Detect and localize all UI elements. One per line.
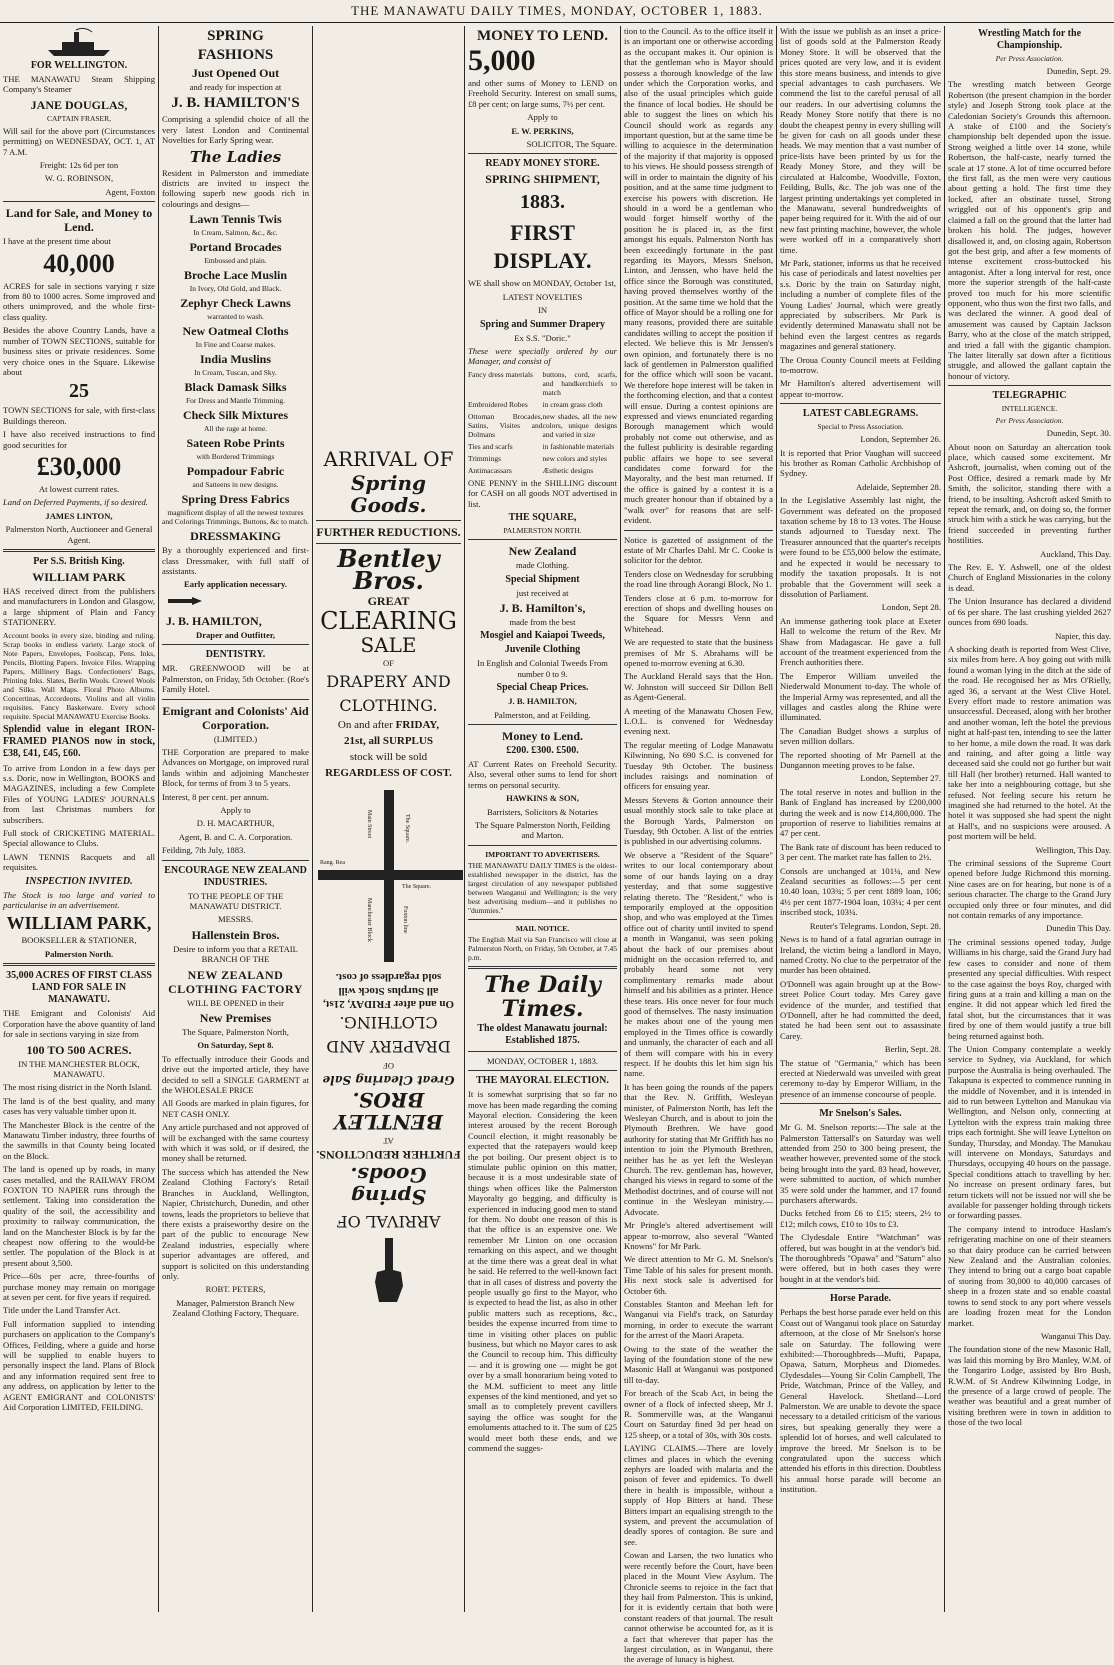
news-paragraph: For breach of the Scab Act, in being the owner of a flock of infected sheep, Mr J. R. Sommerville was, at the Wanganui Court on Saturday fined 3d per head on 125 sheep, or a total of 30s, with 30s costs. [624, 1388, 773, 1440]
telegraphic-paragraph: Dunedin, Sept. 30. [1046, 428, 1111, 439]
masthead: THE MANAWATU DAILY TIMES, MONDAY, OCTOBER 1, 1883. [0, 0, 1114, 23]
leader-paragraph: It is somewhat surprising that so far no move has been made regarding the coming Mayoral election. Considering the keen interest aroused by the recent Borough Council election, it might reasonably be expected that the ratepayers would keep the pot boiling. Our present object is to stimulate public opinion on this matter, because it is a most undesirable state of things when offices like the Palmerston Mayoralty go begging, and difficulty is experienced in inducing good men to stand for them. No doubt one reason of this is that the office is an expensive one. We remember Mr Linton on one occasion remarking on this aspect, and we thought at the time there was a great deal in what he said. He referred to the well-known fact that in all cases of distress and poverty the people usually go first to the Mayor, who is expected to head the list, as also in other public matters such as receptions, &c., besides the expense incurred from time to time in visiting other places on public business, but which no Mayor cares to ask the Council to recoup him. This difficulty — and it is growing one — might be got over by a small honorarium being voted to the M.M. sufficient to meet any little expenses of the kind mentioned, and yet so small as to completely prevent cavillers saying the office was sought for the emoluments attached to it. The sum of £25 would meet both these ends, and we commend the sugges- [468, 1089, 617, 1453]
horse-heading: Horse Parade. [829, 1293, 892, 1305]
nz-text: In English and Colonial Tweeds From number 0 to 9. [477, 658, 608, 679]
news-paragraph: Notice is gazetted of assignment of the estate of Mr Charles Dahl. Mr C. Cooke is solicitor for the debtor. [624, 534, 773, 566]
nz-text: just received at [516, 587, 569, 598]
cable-paragraph: Adelaide, September 28. [856, 481, 941, 492]
money-text: Apply to [527, 112, 558, 123]
column-4 [465, 26, 620, 1612]
ready-detail: Æsthetic designs [542, 465, 594, 475]
cable-paragraph: In the Legislative Assembly last night, the Government was defeated on the proposed taxation scheme by 18 to 13 votes. The House stands adjourned to Tuesday next. The Treasurer announced that the quarter's receipts were found to be £55,000 below the estimate, and he expected it would be necessary to modify the taxation proposals. It is not probable that the Government will seek a dissolution of Parliament. [780, 495, 941, 599]
inverted-text: CLOTHING. [339, 1013, 438, 1033]
stock-text: stock will be sold [349, 751, 428, 764]
spring-text: Early application necessary. [184, 579, 287, 590]
leader-article [468, 1089, 617, 1453]
industries-heading: ENCOURAGE NEW ZEALAND INDUSTRIES. [164, 864, 307, 888]
great-heading: GREAT [367, 594, 410, 608]
money2-name: HAWKINS & SON, [506, 793, 579, 804]
news-paragraph: It has been going the rounds of the papers that the Rev. N. Griffith, Wesleyan minister, of Palmerston North, has left the Wesleyan Church, and is about to join the Plymouth Brethren. We have good authority for stating that Mr Griffith has no intention to join the Plymouth Brethren, neither has he as yet left the Wesleyan Church. The rev. gentleman has, however, changed his views in regard to some of the Methodist doctrines, and of course will not continue in the Wesleyan ministry.—Advocate. [624, 1081, 773, 1217]
ready-year: 1883. [520, 191, 565, 214]
land-text: I have at the present time about [3, 236, 111, 247]
land-text: Besides the above Country Lands, have a number of TOWN SECTIONS, suitable for business sites or private residences. Some very choice ones in the Square. Likewise about [3, 325, 155, 377]
telegraphic-paragraph: The foundation stone of the new Masonic Hall, was laid this morning by Bro Manley, W.M. of the Tongariro Lodge, assisted by Bro Bush, R.W.M. of St Andrew Kilwinning Lodge, in the presence of a large crowd of people. The weather was beautiful and a great number of visiting brethren were in town in addition to those of the two local [948, 1344, 1111, 1428]
cable-paragraph: The statue of "Germania," which has been erected at Niederwald was unveiled with great ceremony to-day by Emperor William, in the presence of an immense concourse of people. [780, 1057, 941, 1099]
money2-place: The Square Palmerston North, Feilding and Marton. [474, 819, 611, 841]
emigrant-text: Title under the Land Transfer Act. [3, 1305, 121, 1316]
industries-text: Any article purchased and not approved of will be exchanged with the same courtesy with which it was sold, or if desired, the money shall be returned. [162, 1122, 309, 1164]
money2-heading: Money to Lend. [502, 728, 583, 743]
dentistry-text: MR. GREENWOOD will be at Palmerston, on Friday, 5th October. (Roe's Family Hotel. [162, 663, 309, 695]
ready-spring: Spring and Summer Drapery [479, 318, 606, 330]
emigrant-role: Agent, B. and C. A. Corporation. [178, 831, 293, 842]
land-text: Land on Deferred Payments, if so desired. [3, 497, 148, 508]
park-role: BOOKSELLER & STATIONER, [21, 935, 137, 946]
wellington-body: Will sail for the above port (Circumstances permitting) on WEDNESDAY, OCT. 1, AT 7 A.M. [3, 125, 155, 157]
news-paragraph: Messrs Stevens & Gorton announce their usual monthly stock sale to take place at the Borough Yards, Palmerston on Tuesday, 9th October. A list of the entries is published in our advertising columns. [624, 794, 773, 847]
money-name: E. W. PERKINS, [511, 125, 574, 136]
park-text: The Stock is too large and varied to particularise in an advertisement. [3, 889, 155, 911]
paper-date: MONDAY, OCTOBER 1, 1883. [486, 1055, 599, 1066]
emigrant-text: The land is opened up by roads, in many cases metalled, and the RAILWAY FROM FOXTON TO NAPIER runs through the settlement. Taking into consideration the quality of the soil, the accessibility and proximity to railway communication, the land on the Manchester Block is by far the cheapest now offering to the would-be settler. The population of the Block is at present about 3,500. [3, 1164, 155, 1268]
spring-sub: and ready for inspection at [189, 82, 282, 92]
inverted-text: AT [383, 1136, 394, 1147]
news-paragraph: We are requested to state that the business premises of Mr S. Abrahams will be opened to-morrow evening at 6.30. [624, 637, 773, 668]
cable-paragraph: O'Donnell was again brought up at the Bow-street Police Court today. Mrs Carey gave evidence of the murder, and testified that O'Donnell, after he had committed the deed, stated he had been sent out to assassinate Carey. [780, 978, 941, 1041]
map-label: The Square. [402, 884, 431, 891]
ready-item: Ties and scarfs [468, 441, 513, 451]
telegraphic-paragraph: Dunedin This Day. [1046, 923, 1111, 934]
ready-ex: Ex S.S. "Doric." [514, 332, 571, 343]
industries-text: MESSRS. [217, 914, 254, 925]
park-town: Palmerston North. [44, 948, 114, 959]
industries-text: WILL BE OPENED in their [186, 997, 285, 1008]
industries-text: To effectually introduce their Goods and drive out the imported article, they have decided to sell a SINGLE GARMENT at the WHOLESALE PRICE [162, 1053, 309, 1096]
locality-map [316, 786, 461, 966]
important-heading: IMPORTANT TO ADVERTISERS. [485, 849, 600, 859]
park-invite: INSPECTION INVITED. [25, 875, 133, 887]
telegraphic-report [948, 428, 1111, 1427]
industries-text: The success which has attended the New Zealand Clothing Factory's Retail Branches in Auckland, Wellington, Napier, Christchurch, Dunedin, and other towns, leads the proprietors to believe that there exists a praiseworthy desire on the part of the public to encourage New Zealand industries, especially where superior advantages are offered, and support is solicited on this understanding only. [162, 1166, 309, 1281]
fabric-name: India Muslins [199, 352, 272, 367]
land-text: ACRES for sale in sections varying r size from 80 to 1000 acres. Some improved and others unimproved, and the whole first-class quality. [3, 280, 155, 322]
park-text: HAS received direct from the publishers and manufacturers in London and Glasgow, a large shipment of Plain and Fancy STATIONERY. [3, 585, 155, 628]
nz-sig2: Palmerston, and at Feilding. [494, 709, 591, 720]
fabric-description: Embossed and plain. [204, 256, 267, 266]
cables-sub: Special to Press Association. [817, 422, 904, 432]
telegraphic-paragraph: Wellington, This Day. [1035, 844, 1111, 855]
spring-items [162, 212, 309, 526]
sale-heading: SALE [360, 633, 417, 657]
money-role: SOLICITOR, The Square. [526, 139, 617, 150]
dressmaking-heading: DRESSMAKING [190, 529, 281, 544]
spring-goods-heading: Spring Goods. [350, 471, 427, 517]
cable-paragraph: London, September 27. [860, 773, 941, 784]
emigrant-text: Apply to [220, 804, 251, 815]
mail-heading: MAIL NOTICE. [515, 923, 570, 933]
inverted-text: On and after FRIDAY, 21st, [323, 998, 455, 1011]
fabric-name: New Oatmeal Cloths [182, 324, 289, 339]
nz-shop: J. B. Hamilton's, [499, 600, 586, 615]
ready-item: Trimmings [468, 453, 502, 463]
spring-sub: Just Opened Out [191, 66, 280, 80]
bentley-bros: Bentley Bros. [337, 544, 440, 595]
fabric-name: Zephyr Check Lawns [180, 296, 291, 311]
wrestling-sub: Per Press Association. [995, 54, 1064, 63]
nz-text: made from the best [509, 616, 576, 627]
news-paragraph: The Auckland Herald says that the Hon. W. Johnston will succeed Sir Dillon Bell as Agent-General. [624, 671, 773, 703]
town-sections-figure: 25 [69, 380, 89, 403]
telegraphic-paragraph: The company intend to introduce Haslam's refrigerating machine on one of their steamers so that dairy produce can be carried between New Zealand and the Australian colonies. They intend to bring out a cargo boat capable of storing from 30,000 to 40,000 carcases of sheep in a frozen state and so enable coastal towns to send stock to any port where vessels are loading frozen meat for the London market. [948, 1223, 1111, 1328]
cable-paragraph: An immense gathering took place at Exeter Hall to welcome the return of the Rev. Mr Shaw from Madagascar. He gave a full account of the treatment experienced from the French authorities there. [780, 615, 941, 668]
cable-paragraph: London, Sept 28. [881, 602, 941, 613]
wrestling-paragraph: Dunedin, Sept. 29. [1046, 66, 1111, 76]
cables-heading: LATEST CABLEGRAMS. [802, 408, 919, 420]
clothing-heading: CLOTHING. [339, 696, 438, 716]
wrestling-heading: Wrestling Match for the Championship. [977, 28, 1082, 51]
cable-paragraph: The reported shooting of Mr Parnell at the Dungannon meeting proves to be false. [780, 749, 941, 770]
map-label: Manchester Block [366, 898, 372, 943]
nz-heading: New Zealand [508, 544, 577, 559]
cables [780, 434, 941, 1099]
emigrant-text: Price—60s per acre, three-fourths of purchase money may remain on mortgage at seven per cent. for five years if required. [3, 1271, 155, 1303]
cable-paragraph: Consols are unchanged at 101¼, and New Zealand securities as follows:—5 per cent 10.40 loan, 103¾; 5 per cent 1889 loan, 106; 4½ per cent 1877-1904 loan, 103¼; 4 per cent inscribed stock, 103¼. [780, 865, 941, 918]
telegraphic-sub: INTELLIGENCE. [1001, 404, 1058, 414]
spring-text: Comprising a splendid choice of all the very latest London and Continental Novelties for Early Spring wear. [162, 114, 309, 146]
mail-text: The English Mail via San Francisco will close at Palmerston North, on Friday, 5th October, at 7.45 p.m. [468, 934, 617, 962]
telegraphic-paragraph: The criminal sessions of the Supreme Court opened before Judge Richmond this morning. Nine cases are on for hearing, but none is of a serious character. The charge to the Grand Jury occupied only three or four minutes, and did not contain remarks of any importance. [948, 858, 1111, 921]
telegraphic-paragraph: Napier, this day. [1055, 630, 1111, 641]
telegraphic-heading: TELEGRAPHIC [992, 390, 1067, 402]
news-paragraph: Tenders close on Wednesday for scrubbing the road line through Aorangi Block, No 1. [624, 568, 773, 590]
spring-text: Resident in Palmerston and immediate districts are invited to inspect the following superb new goods rich in colourings and designs— [162, 167, 309, 209]
column-2 [159, 26, 312, 1612]
ready-row [468, 442, 617, 454]
emigrant-text: IN THE MANCHESTER BLOCK, MANAWATU. [18, 1058, 140, 1079]
telegraphic-paragraph: About noon on Saturday an altercation took place, which caused some excitement. Mr Ashcroft, journalist, when coming out of the Post Office, desired a remark made by Mr Smith, the solicitor, standing there with a friend, to be insulting. Ashcroft asked Smith to repeat the remark, and, on doing so, the former struck him with a stick he was carrying, but the friend succeeded in preventing further hostilities. [948, 441, 1111, 546]
inverted-text: BENTLEY BROS. [334, 1088, 443, 1135]
snelson-sales [780, 1122, 941, 1284]
ready-square: THE SQUARE, [508, 512, 577, 524]
horse-paragraph: Perhaps the best horse parade ever held on this Coast out of Wanganui took place on Saturday afternoon, at the close of Mr Snelson's horse sale on Saturday. The following were exhibited:—Thoroughbreds—Mufti, Papapa, Opawa, Saturn, Morpheus and Diomedes. Clydesdales—Young Sir Colin Campbell, The Pride, Watchman, Prince of the Valley, and General Havelock. Shetland—Lord Palmerston. We are unable to devote the space necessary to a detailed criticism of the various sires, but speaking generally they were a splendid lot of horses, and well calculated to improve the breed. Mr Snelson is to be congratulated upon the success which attended his efforts in this direction. Doubtless his annual horse parade will become an institution. [780, 1307, 941, 1495]
news-paragraph: Cowan and Larsen, the two lunatics who were recently before the Court, have been placed in the Mount View Asylum. The Chronicle seems to rejoice in the fact that they hail from Palmerston. This is unkind, for it is evidently certain that both were constant readers of that journal. The result cannot otherwise be accounted for, as it is a fact that wherever that paper has the largest circulation, as in Wanganui, there the average of lunacy is highest. [624, 1550, 773, 1665]
news-paragraph: A meeting of the Manawatu Chosen Few, L.O.L. is convened for Wednesday evening next. [624, 705, 773, 737]
snelson-heading: Mr Snelson's Sales. [819, 1108, 902, 1120]
shop-name: J. B. HAMILTON'S [171, 95, 300, 112]
ready-shipment: SPRING SHIPMENT, [485, 172, 600, 187]
telegraphic-paragraph: A shocking death is reported from West Clive, six miles from here. A boy going out with milk found a woman lying in the ditch at the side of the road. He recognised her as Mrs O'Rielly, aged 36, a servant at the West Clive Hotel. Every effort made to restore animation was unsuccessful. Deceased, along with her brother and another woman, left the hotel the previous night at half-past ten, intending to see the latter to her home, a mile down the road. It was dark and raining, and after going a little way deceased said she could not go further but wait till Hall (her brother) returned. Hall wanted to take her into a neighbouring cottage, but she refused. Not feeling secure his return he imagined she had returned to the hotel. At the hotel it was supposed she had spent the night at Hall's, and no suspicions were aroused. A post mortem will be held. [948, 643, 1111, 842]
pointing-hand-icon [166, 595, 206, 607]
industries-sub: TO THE PEOPLE OF THE MANAWATU DISTRICT. [187, 890, 284, 911]
money-figure: 5,000 [468, 44, 536, 77]
paper-title: The Daily Times. [484, 971, 601, 1022]
surplus-text: 21st, all SURPLUS [344, 735, 433, 748]
ready-row [468, 370, 617, 400]
sales-paragraph: The Clydesdale Entire "Watchman" was offered, but was bought in at the vendor's bid. The thoroughbreds "Opawa" and "Saturn" also were offered, but in both cases they were bought in at the vendor's bid. [780, 1232, 941, 1284]
ready-row [468, 454, 617, 466]
money2-amounts: £200. £300. £500. [506, 744, 579, 756]
fabric-description: with Bordered Trimmings [196, 452, 275, 462]
fabric-description: magnificent display of all the newest textures and Colorings Trimmings, Buttons, &c to match. [162, 508, 309, 527]
park-name: WILLIAM PARK, [6, 913, 152, 934]
shop-name: J. B. HAMILTON, [166, 613, 262, 628]
park-text: Full stock of CRICKETING MATERIAL. Special allowance to Clubs. [3, 828, 155, 849]
park-list: Account books in every size, binding and ruling. Scrap books in endless variety. Large stock of Note Papers, Envelopes, Foolscap, Pens. Inks, Pencils, Blotting Papers. Invoice Files. Wrapping Papers, Millinery Bags. Confectioners' Bags, Printing Inks. Slates, Berlin Wools. Crewel Wools and Silks. Wall Maps. Floral Photo Albums. Concertinas, Accordeons. Violins and all violin requisites. Fancy Basketware. Every school requisite. Special MANAWATU Exercise Books. [3, 630, 155, 721]
ready-item: Fancy dress materials [468, 369, 533, 379]
inverted-text: sold regardless of cost. [335, 971, 442, 984]
ready-item: Antimacassars [468, 465, 512, 475]
fabric-name: Sateen Robe Prints [186, 436, 285, 451]
fabric-name: Black Damask Silks [184, 380, 287, 395]
fabric-name: Lawn Tennis Twis [189, 212, 282, 227]
emigrant-text: THE Emigrant and Colonists' Aid Corporation have the above quantity of land for sale in sections varying in size from [3, 1008, 155, 1040]
premises: New Premises [199, 1011, 272, 1025]
cable-paragraph: The total reserve in notes and bullion in the Bank of England has increased by £200,000 during the week and is now £14,800,000. The proportion of reserve to liabilities remains at 47 per cent. [780, 786, 941, 839]
ready-detail: buttons, cord, scarfs, and handkerchiefs to match [542, 369, 617, 397]
ready-detail: new colors and styles [542, 453, 607, 463]
ready-detail: in cream grass cloth [542, 399, 603, 409]
dentistry-heading: DENTISTRY. [205, 649, 266, 661]
money2-role: Barristers, Solicitors & Notaries [487, 806, 598, 817]
local-news [624, 535, 773, 1665]
news-paragraph: Tenders close at 6 p.m. to-morrow for erection of shops and dwelling houses on the Square for Messrs Venn and Whitehead. [624, 592, 773, 634]
fabric-name: Check Silk Mixtures [182, 408, 289, 423]
cable-paragraph: London, September 26. [860, 434, 941, 445]
local-news [780, 26, 941, 399]
ready-row [468, 412, 617, 442]
column-6 [777, 26, 944, 1612]
inverted-text: ARRIVAL OF [336, 1212, 441, 1232]
emigrant-text: Interest, 8 per cent. per annum. [162, 791, 269, 802]
inverted-text: FURTHER REDUCTIONS. [316, 1148, 461, 1163]
news-paragraph: Mr Park, stationer, informs us that he received his case of periodicals and latest novelties per s.s. Doric by the train on Saturday night, including a number of complete files of the Young Ladies' Journal, which were greatly appreciated by subscribers. Mr Park is evidently determined Manawatu shall not be behind even the largest centres as regards magazines and general stationery. [780, 257, 941, 352]
emigrant-heading: Emigrant and Colonists' Aid Corporation. [162, 703, 309, 732]
column-7 [945, 26, 1114, 1612]
firm-name: Hallenstein Bros. [191, 927, 280, 942]
news-paragraph: We observe a "Resident of the Square" writes to our local contemporary about some of our hands laying on a dray yesterday, and that some suggestive relating thereto. The "Resident," who is temporarily employed at the opposition shop, and who was employed at the Times office out of charity until invited to spend a month in Wanganui, was seen poking about the back of our premises about midnight on the occasion referred to, and probably heard some not very complimentary remarks made about himself and his abilities as a printer. Hence these tears. His once never for four much good of themselves. The nasty insinuation he makes about one of the young men employed in the Times office is cowardly and unmanly, the character of each and all of them will compare with his in every respect. If he doubts this let him sign his name. [624, 849, 773, 1079]
ready-heading: READY MONEY STORE. [485, 158, 600, 170]
ready-text: WE shall show on MONDAY, October 1st, [468, 278, 616, 289]
ready-detail: in fashionable materials [542, 441, 615, 451]
fabric-description: and Satteens in new designs. [192, 480, 279, 490]
agent-name: W. G. ROBINSON, [44, 173, 114, 184]
ready-row [468, 466, 617, 478]
wrestling-report [948, 66, 1111, 381]
ready-item: Ottoman Brocades, Satins, Visites and Dolmans [468, 411, 543, 439]
wrestling-paragraph: The wrestling match between George Robertson (the present champion in the border style) and Joseph Strong took place at the Caledonian Society's Grounds this afternoon. A stake of £100 and the Society's championship belt depended upon the issue. Strong weighed a little over 14 stone, while Robertson, the half-caste, nearly turned the scale at 17 stone. A lot of time occurred before the first fall, as the men were very cautious about getting a hold. The first time they locked, after an obstinate tussel, Strong wriggled out of his opponent's grip and claimed a fall on the ground that the latter had broken his hold. The judges, however disallowed it, and, on closing again, Robertson got the best grip, and after a few moments of intense excitement cross-buttocked his antagonist. After a long interval for rest, once more the superior strength of the half-caste proved too much for his more scientific opponent, who thus won the first two falls, and was declared the winner. A good deal of amusement was caused by Captain Jackson Barry, who at the close of the match stripped, and tried a fall with the gigantic champion. The latter literally sat down after a fictitious struggle, and allowed the gallant captain the honour of victory. [948, 79, 1111, 381]
map-label: The Square. [404, 814, 410, 844]
ship-name: JANE DOUGLAS, [30, 97, 128, 112]
factory-name: NEW ZEALAND CLOTHING FACTORY [168, 967, 303, 996]
park-name: WILLIAM PARK [32, 569, 126, 584]
of-label: OF [383, 658, 394, 668]
fabric-description: In Fine and Coarse makes. [195, 340, 276, 350]
arrival-heading: ARRIVAL OF [323, 447, 454, 471]
map-label: Rang. Rea [320, 860, 345, 867]
wellington-text: THE MANAWATU Steam Shipping Company's Steamer [3, 74, 155, 95]
leader-paragraph: tion to the Council. As to the office itself it is an important one or otherwise according as the occupant makes it. Our opinion is that the gentleman who is Mayor should possess a thorough knowledge of the law under which the Corporation works, and also of the usual principles which guide the finance of local bodies. He should be able to suggest the lines on which his Council should work as regards any important question, but at the same time be willing to acquiesce in the determination of the majority if that majority is opposed to his views. He should possess strength of will in order to maintain the dignity of his position, and at the same time judgment to exercise his powers with discretion. He should in a word be a gentleman who would forget himself worthy of the position he is placed in, as the first amongst his equals. Palmerston North has been exceedingly fortunate in the past regarding its Mayors, Messrs Snelson, Linton, and Jenssen, who have held the office since the Borough was constituted, having proved themselves worthy of the position. At the same time we hold that the office of Mayor should be a rolling one for many reasons, provided there are suitable candidates willing to accept the position if elected. We believe this is Mr Jenssen's own opinion, and fortunately there is no lack of gentlemen in Palmerston qualified for the office which will soon be vacant. We therefore hope interest will be taken in the forthcoming election, and that a contest will ensue. During a contest opinions are expressed and views enunciated regarding Borough management which would probably not come out otherwise, and as the fullest publicity is desirable regarding public affairs we hope to see several candidates come forward for the Mayoralty, and the best man returned. If the office is gained by a contest it is a much greater honour than if obtained by a "walk over" for reasons that are self-evident. [624, 26, 773, 526]
cable-paragraph: Reuter's Telegrams. London, Sept. 28. [809, 920, 941, 931]
sales-paragraph: Ducks fetched from £6 to £15; steers, 2½ to £12; milch cows, £10 to 10s to £3. [780, 1208, 941, 1229]
park-heading: Per S.S. British King. [33, 555, 125, 567]
inverted-text: Spring Goods. [350, 1163, 427, 1210]
fabric-description: In Cream, Salmon, &c., &c. [193, 228, 278, 238]
important-text: THE MANAWATU DAILY TIMES is the oldest-established newspaper in the district, has the largest circulation of any newspaper published between Wanganui and Wellington; is the very best advertising medium—and it publishes no "dummies." [468, 860, 617, 915]
telegraphic-paragraph: The Union Company contemplate a weekly service to Sydney, via Auckland, for which purpose the Australia is being overhauled. The Takapuna is expected to commence running in the middle of November, and it is intended in aid to run between Lyttelton and Manukau via Wellington, and Nelson only, connecting at Lyttelton with the express train making three trips each fortnight. She will leave Lyttelton on Sunday, Thursday, and Monday. The Manukau will intervene on Mondays, Saturdays and Thursdays, occupying 40 hours on the passage. Special conditions attach to travelling by her. No increase on present ordinary fares, but return tickets will not be issued nor will she be available for passenger holding through tickets or forwarding passes. [948, 1043, 1111, 1221]
fabric-description: In Cream, Tuscan, and Sky. [194, 368, 277, 378]
news-paragraph: The regular meeting of Lodge Manawatu Kilwinning, No 690 S.C. is convened for Tuesday 9th October. The business includes raisings and nomination of officers for ensuing year. [624, 739, 773, 792]
emigrant-agent: D. H. MACARTHUR, [196, 818, 275, 829]
land-text: At lowest current rates. [38, 483, 120, 494]
captain-name: CAPTAIN FRASER, [47, 113, 111, 123]
mayoral-heading: THE MAYORAL ELECTION. [476, 1075, 609, 1087]
steamship-icon [44, 28, 114, 58]
news-paragraph: Owing to the state of the weather the laying of the foundation stone of the new Masonic Hall at Wanganui was postponed till to-day. [624, 1343, 773, 1385]
sales-paragraph: Mr G. M. Snelson reports:—The sale at the Palmerston Tattersall's on Saturday was well attended from 250 to 300 being present, the weather however, prevented some of the stock being brought into the yard. 83 head, however, were submitted to auction, of which number 35 were sold under the hammer, and 17 found purchasers afterwards. [780, 1122, 941, 1206]
telegraphic-paragraph: The criminal sessions opened today, Judge Williams in his charge, said the Grand Jury had few cases to consider and none of them presented any special difficulties. With respect to the case against the boys Roy, charged with firing guns at a train and killing a man on the engine. It did not appear which led fired the fatal shot, but the circumstances that it was fired by one of them would justify a true bill being returned against both. [948, 936, 1111, 1041]
emigrant-date: Feilding, 7th July, 1883. [162, 845, 246, 856]
industries-date: On Saturday, Sept 8. [197, 1040, 274, 1051]
pointing-hand-icon [369, 1236, 409, 1306]
spring-text: By a thoroughly experienced and first-class Dressmaker, with full staff of assistants. [162, 545, 309, 577]
news-paragraph: We direct attention to Mr G. M. Snelson's Time Table of his sales for present month. His next stock sale is advertised for October 6th. [624, 1254, 773, 1296]
inverted-text: DRAPERY AND [326, 1037, 451, 1057]
cable-paragraph: The Emperor William unveiled the Niederwald Monument to-day. The whole of the Imperial Army was represented, and all the villages and castles along the Rhine were illuminated. [780, 670, 941, 723]
map-label: Foxton line [402, 906, 408, 934]
ready-item: Embroidered Robes [468, 399, 528, 409]
paper-oldest: The oldest Manawatu journal: Established 1875. [477, 1022, 608, 1046]
acres-figure: 40,000 [43, 248, 115, 278]
map-label: Main Street [366, 810, 372, 839]
land-heading: Land for Sale, and Money to Lend. [5, 206, 153, 235]
industries-place: The Square, Palmerston North, [182, 1027, 289, 1037]
fabric-name: Broche Lace Muslin [183, 268, 288, 283]
money-figure: £30,000 [36, 451, 122, 481]
nz-text: Special Shipment [505, 573, 580, 585]
telegraphic-paragraph: Wanganui This Day. [1041, 1330, 1111, 1341]
nz-text: Special Cheap Prices. [496, 682, 589, 694]
emigrant-text: THE Corporation are prepared to make Advances on Mortgage, on improved rural lands within and adjoining Manchester Block, for terms of from 3 to 5 years. [162, 746, 309, 789]
fabric-name: Spring Dress Fabrics [181, 492, 290, 507]
industries-sig: ROBT. PETERS, [205, 1284, 266, 1295]
further-reductions: FURTHER REDUCTIONS. [316, 525, 461, 539]
agent-role: Palmerston North, Auctioneer and General Agent. [5, 524, 153, 545]
fabric-description: In Ivory, Old Gold, and Black. [189, 284, 282, 294]
cable-paragraph: News is to hand of a fatal agrarian outrage in Ireland, the victim being a landlord in Mayo, named Crotty. No clue to the perpetrator of the murder has been obtained. [780, 934, 941, 976]
park-text: To arrive from London in a few days per s.s. Doric, now in Wellington, BOOKS and MAGAZINES, including a few Complete Files of YOUNG LADIES' JOURNALS from last Christmas numbers for subscribers. [3, 762, 155, 825]
emigrant-sizes: 100 TO 500 ACRES. [26, 1042, 132, 1057]
telegraphic-paragraph: The Union Insurance has declared a dividend of 6s per share. The last crushing yielded 2627 ounces from 690 loads. [948, 596, 1111, 628]
wellington-heading: FOR WELLINGTON. [30, 60, 128, 71]
ready-row [468, 400, 617, 412]
news-paragraph: Mr Pringle's altered advertisement will appear to-morrow, also several "Wanted Knowns" for Mr Park. [624, 1220, 773, 1251]
ready-town: PALMERSTON NORTH. [503, 526, 582, 536]
ladies-heading: The Ladies [189, 147, 282, 166]
clearing-heading: CLEARING [320, 607, 457, 635]
emigrant-sub: (LIMITED.) [213, 733, 258, 744]
land-text: I have also received instructions to find good securities for [3, 429, 155, 450]
money-heading: MONEY TO LEND. [477, 28, 608, 44]
news-paragraph: LAYING CLAIMS.—There are lovely climes and places in which the evening zephyrs are loaded with malaria and the poison of fever and epidemics. To dwell there in health is impossible, without a supply of Hop Bitters at hand. These Bitters impart an equalising strength to the system, and prevent the accumulation of deadly spores of contagion. Be sure and see. [624, 1443, 773, 1547]
telegraphic-paragraph: The Rev. E. Y. Ashwell, one of the oldest Church of England Missionaries in the colony is dead. [948, 562, 1111, 593]
money-text: and other sums of Money to LEND on Freehold Security. Interest on small sums, £8 per cent; on large sums, 7½ per cent. [468, 78, 617, 109]
leader-continued [624, 26, 773, 526]
telegraphic-paragraph: Auckland, This Day. [1040, 548, 1111, 559]
nz-text: Juvenile Clothing [504, 644, 581, 656]
first-display: FIRST DISPLAY. [493, 220, 592, 274]
freight-rate: Freight: 12s 6d per ton [39, 160, 119, 171]
inverted-text: OF [383, 1061, 394, 1072]
emigrant-text: Full information supplied to intending purchasers on application to the Company's Offices, Feilding, where a guide and horse will be supplied to enable buyers to personally inspect the land. Plans of Block and any information required sent free to any address, on application by letter to the AGENT EMIGRANT and COLONISTS' Aid Corporation LIMITED, FEILDING. [3, 1318, 155, 1413]
news-paragraph: Mr Hamilton's altered advertisement will appear to-morrow. [780, 378, 941, 399]
telegraphic-pa: Per Press Association. [995, 416, 1064, 426]
spring-heading: SPRING [207, 28, 264, 44]
news-paragraph: Constables Stanton and Meehan left for Wanganui via Field's track, on Saturday morning, in order to execute the warrant for the arrest of the Maori Arapeta. [624, 1298, 773, 1341]
inverted-text: all Surplus Stock will [338, 985, 439, 998]
news-paragraph: The Oroua County Council meets at Feilding to-morrow. [780, 354, 941, 375]
ready-text: ONE PENNY in the SHILLING discount for CASH on all goods NOT advertised in list. [468, 477, 617, 509]
cable-paragraph: It is reported that Prior Vaughan will succeed his brother as Roman Catholic Archbishop of Sydney. [780, 447, 941, 479]
industries-text: Desire to inform you that a RETAIL BRANCH OF THE [173, 943, 298, 965]
after-text: On and after FRIDAY, [337, 719, 440, 732]
park-text: LAWN TENNIS Racquets and all requisites. [3, 851, 155, 873]
ready-text: These were specially ordered by our Manager, and consist of [468, 346, 617, 367]
cable-paragraph: The Bank rate of discount has been reduced to 3 per cent. The market rate has fallen to 2½. [780, 841, 941, 863]
emigrant-text: The most rising district in the North Island. [3, 1082, 152, 1093]
ready-table [468, 370, 617, 478]
fabric-name: Portand Brocades [189, 240, 282, 255]
column-5 [621, 26, 776, 1665]
fabric-description: For Dress and Mantle Trimming. [186, 396, 285, 406]
money2-text: AT Current Rates on Freehold Security. Also, several other sums to lend for short terms on personal security. [468, 758, 617, 790]
fabric-name: Pompadour Fabric [186, 464, 285, 479]
cable-paragraph: Berlin, Sept. 28. [884, 1044, 941, 1055]
column-1 [0, 26, 158, 1612]
park-pianos: Splendid value in elegant IRON-FRAMED PIANOS now in stock, £38, £41, £45, £60. [3, 723, 155, 759]
horse-parade [780, 1307, 941, 1494]
fabric-description: warranted to wash. [207, 312, 264, 322]
ready-detail: new shades, all the new colors, unique designs and varied in size [542, 411, 617, 439]
drapery-heading: DRAPERY AND [326, 672, 451, 692]
inverted-advert [316, 972, 461, 1232]
news-paragraph: With the issue we publish as an inset a price-list of goods sold at the Palmerston Ready Money Store. It will be observed that the prices quoted are very low, and it is evident this store means business, and intends to give special advantages to cash purchasers. We commend the list to the careful perusal of all our readers. In our advertising columns the Ready Money Store notify that there is no doubt the cheapest penny in every shilling will be given for cash on all goods under these heads. We may mention that a vast number of price-lists have been printed by us for the Ready Money Store, and they will be circulated at Halcombe, Woodville, Foxton, Feilding, Bulls, &c. The job was one of the largest printing undertakings yet completed in the Manawatu, several hundredweights of paper being required for it. With the aid of our new fast printing machine, however, the whole were worked off in a comparatively short time. [780, 26, 941, 255]
nz-text: made Clothing. [516, 560, 569, 571]
nz-text: Mosgiel and Kaiapoi Tweeds, [480, 630, 605, 642]
shop-role: Draper and Outfitter, [195, 629, 275, 640]
industries-text: All Goods are marked in plain figures, for NET CASH ONLY. [162, 1098, 309, 1119]
emigrant-text: The land is of the best quality, and many cases has very valuable timber upon it. [3, 1095, 155, 1117]
regardless-text: REGARDLESS OF COST. [325, 767, 452, 780]
industries-sig-role: Manager, Palmerston Branch New Zealand Clothing Factory, Thequare. [172, 1297, 299, 1319]
spring-heading: FASHIONS [197, 47, 274, 63]
inverted-text: Great Clearing Sale [322, 1073, 455, 1088]
ready-in: IN [537, 305, 548, 316]
agent-role: Agent, Foxton [105, 186, 155, 197]
cable-paragraph: The Canadian Budget shows a surplus of seven million dollars. [780, 725, 941, 747]
land-text: TOWN SECTIONS for sale, with first-class Buildings thereon. [3, 405, 155, 426]
emigrant-heading: 35,000 ACRES OF FIRST CLASS LAND FOR SALE IN MANAWATU. [6, 970, 152, 1006]
emigrant-text: The Manchester Block is the centre of the Manawatu Timber industry, three fourths of the sawmills in that County being located on the Block. [3, 1119, 155, 1161]
agent-name: JAMES LINTON, [45, 510, 113, 521]
fabric-description: All the rage at home. [203, 424, 268, 434]
nz-sig: J. B. HAMILTON, [508, 696, 577, 707]
ready-latest: LATEST NOVELTIES [502, 291, 583, 302]
column-3 [313, 26, 464, 1612]
